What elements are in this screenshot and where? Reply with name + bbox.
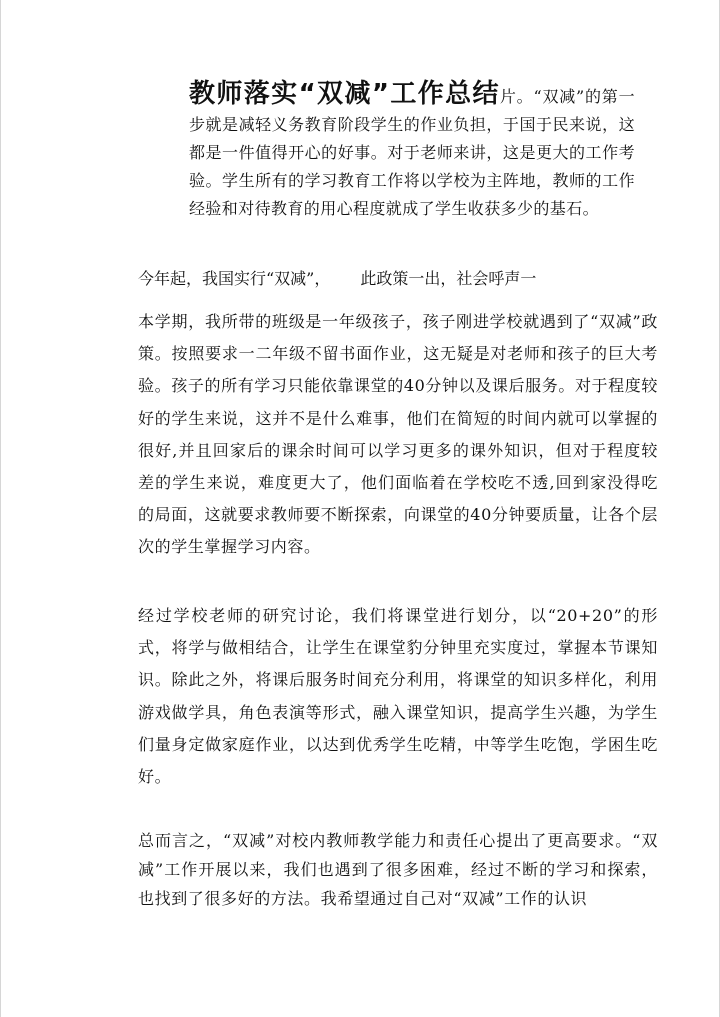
intro-block [189,80,635,223]
paragraph-1 [138,306,658,564]
document-title: 教师落实“双减”工作总结 [189,79,500,109]
paragraph-3-text: 总而言之，“双减”对校内教师教学能力和责任心提出了更高要求。“双减”工作开展以来，我们也遇到了很多困难，经过不断的学习和探索，也找到了很多好的方法。我希望通过自己对“双减”工作的认识 [138,831,658,908]
opening-line-left: 今年起，我国实行“双减”， [138,269,331,288]
opening-line [138,266,658,292]
paragraph-1-text: 本学期，我所带的班级是一年级孩子，孩子刚进学校就遇到了“双减”政策。按照要求一二年级不留书面作业，这无疑是对老师和孩子的巨大考验。孩子的所有学习只能依靠课堂的40分钟以及课后服务。对于程度较好的学生来说，这并不是什么难事，他们在简短的时间内就可以掌握的很好,并且回家后的课余时间可以学习更多的课外知识，但对于程度较差的学生来说，难度更大了，他们面临着在学校吃不透,回到家没得吃的局面，这就要求教师要不断探索，向课堂的40分钟要质量，让各个层次的学生掌握学习内容。 [138,312,658,557]
paragraph-2-text: 经过学校老师的研究讨论，我们将课堂进行划分，以“20+20”的形式，将学与做相结合，让学生在课堂豹分钟里充实度过，掌握本节课知识。除此之外，将课后服务时间充分利用，将课堂的知识多样化，利用游戏做学具，角色表演等形式，融入课堂知识，提高学生兴趣，为学生们量身定做家庭作业，以达到优秀学生吃精，中等学生吃饱，学困生吃好。 [138,606,658,787]
intro-text: 片。“双减”的第一步就是减轻义务教育阶段学生的作业负担，于国于民来说，这都是一件值得开心的好事。对于老师来讲，这是更大的工作考验。学生所有的学习教育工作将以学校为主阵地，教师的工作经验和对待教育的用心程度就成了学生收获多少的基石。 [189,87,635,218]
paragraph-2 [138,600,658,793]
paragraph-3 [138,826,658,913]
opening-line-right: 此政策一出，社会呼声一 [360,269,537,288]
